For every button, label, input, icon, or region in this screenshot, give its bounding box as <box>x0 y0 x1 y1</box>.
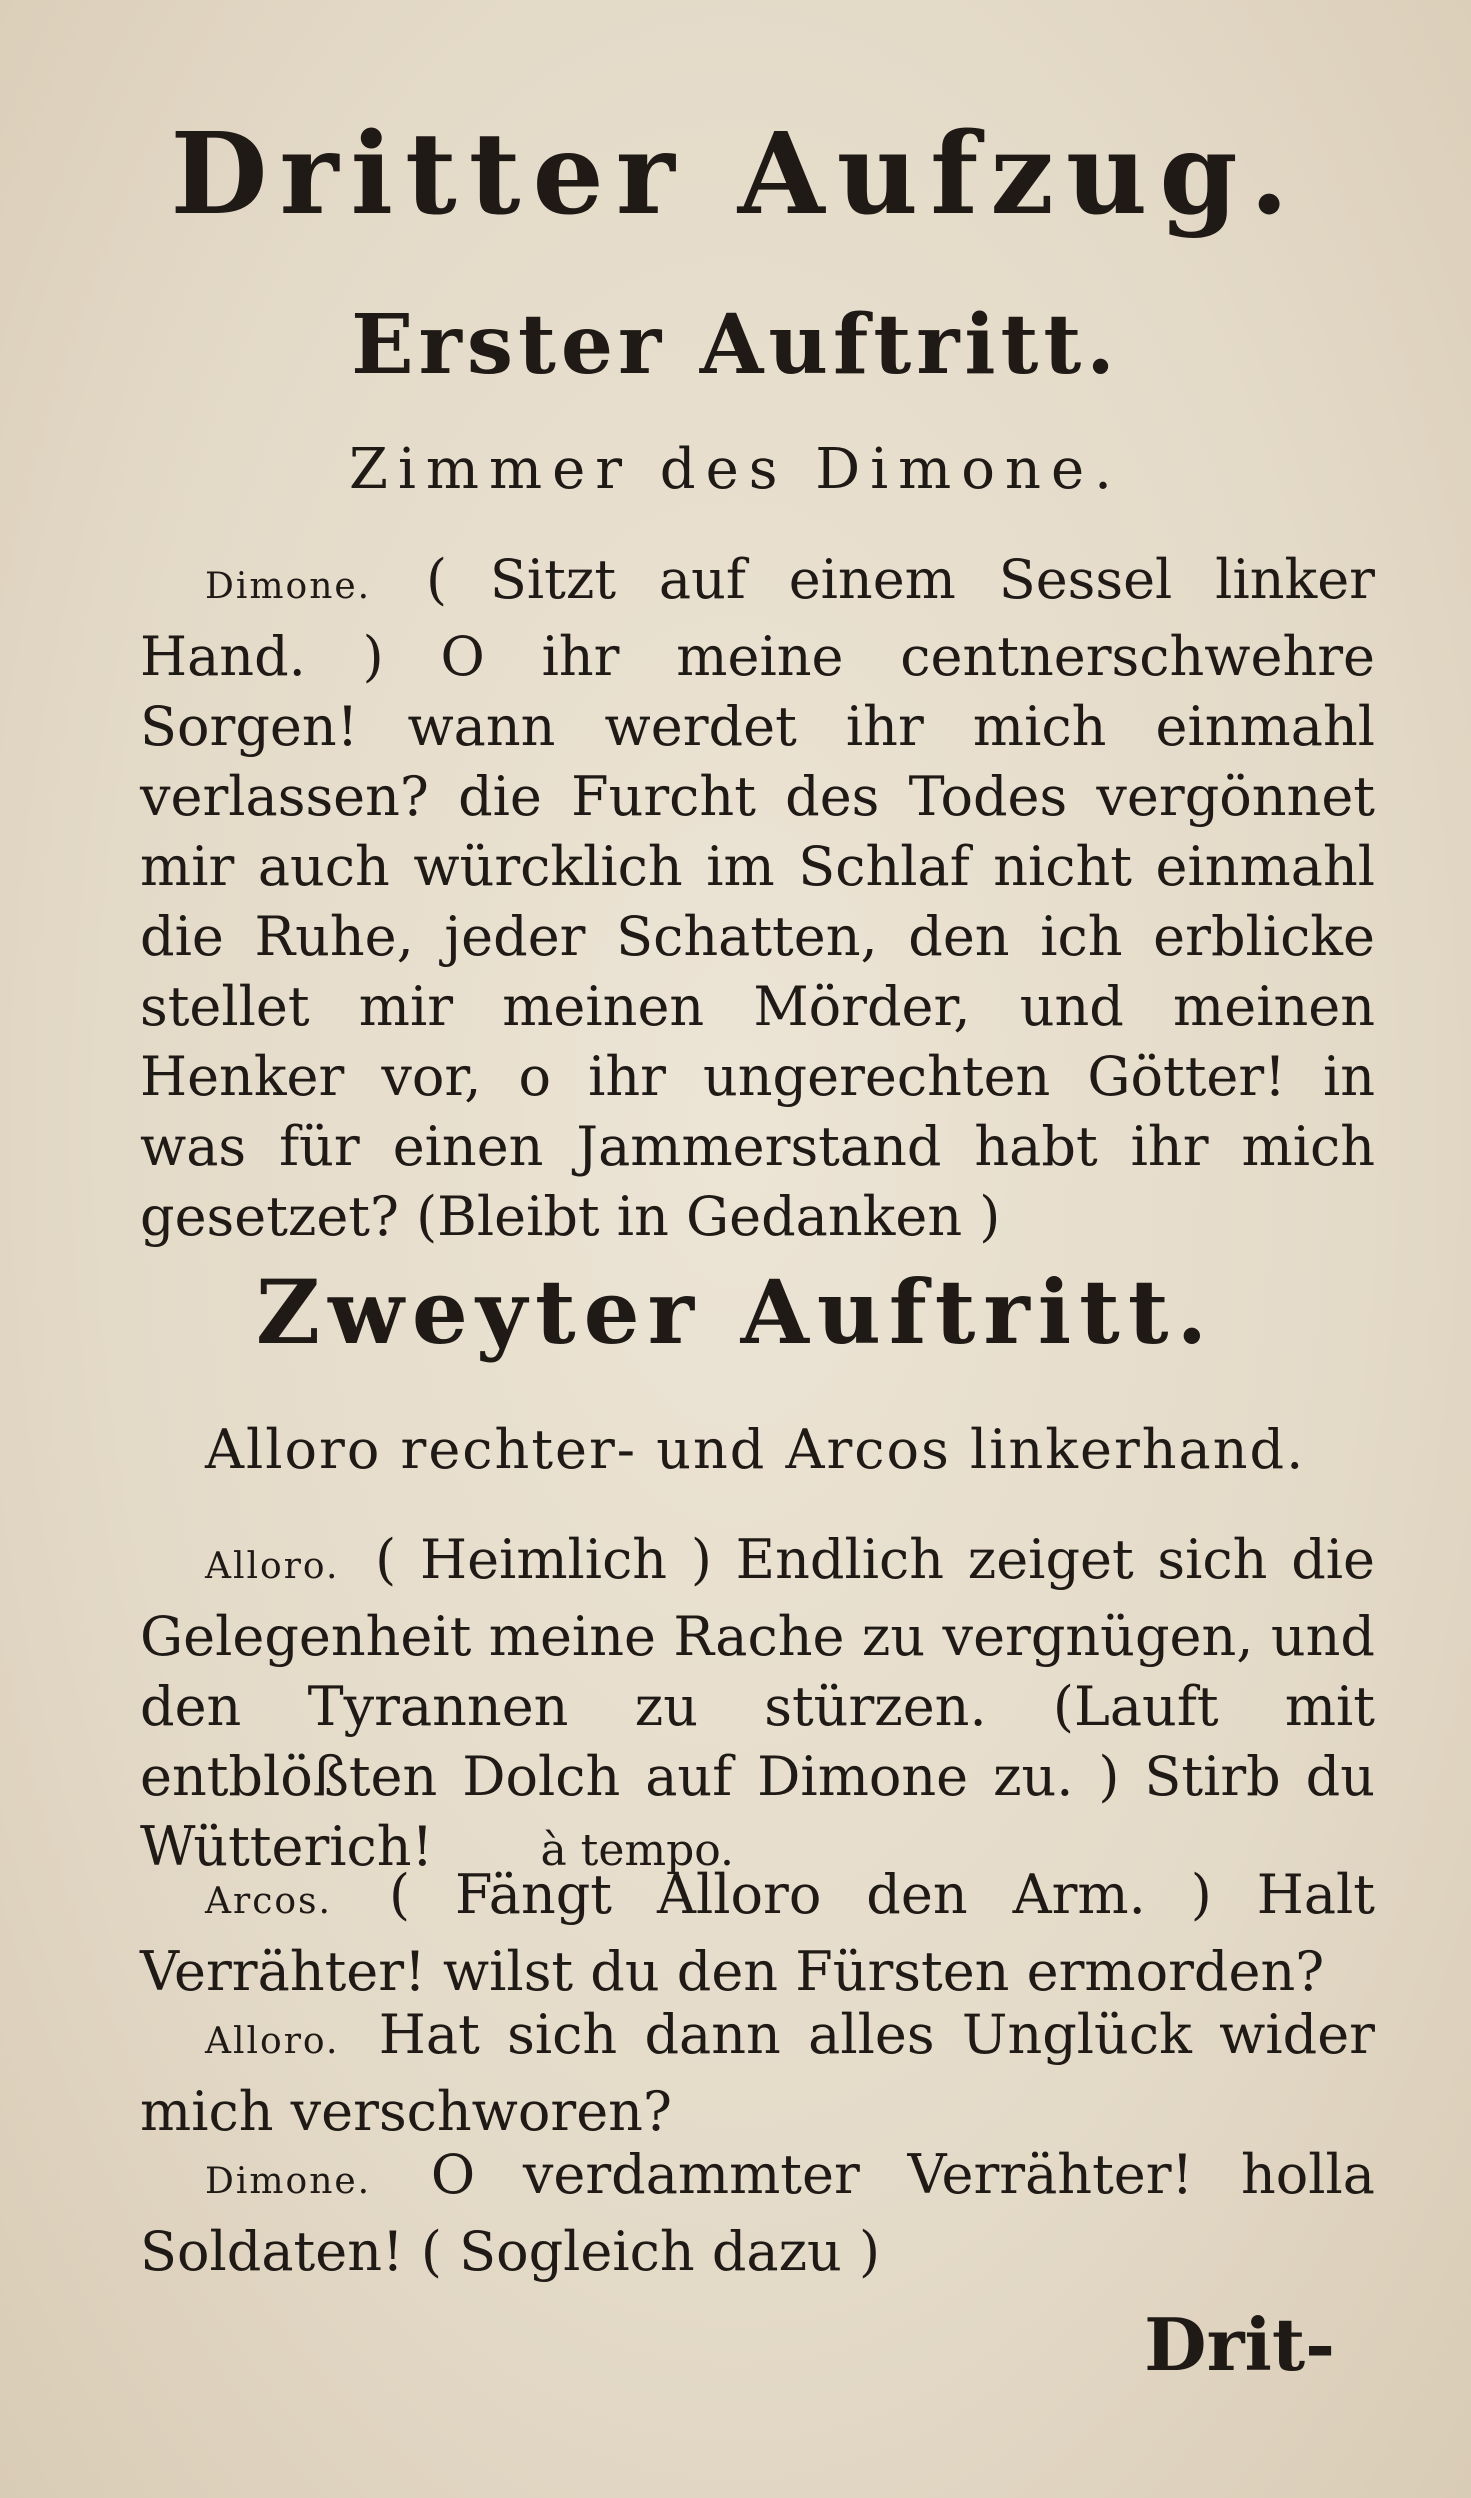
speech-text: ( Sitzt auf einem Sessel linker Hand. ) O ihr meine centnerschwehre Sorgen! wann werdet ihr mich einmahl verlassen? die Furcht des Todes vergönnet mir auch würcklich im Schlaf nicht einmahl die Ruhe, jeder Schatten, den ich erblicke stellet mir meinen Mörder, und meinen Henker vor, o ihr ungerechten Götter! in was für einen Jammerstand habt ihr mich gesetzet? (Bleibt in Gedanken ) <box>140 548 1375 1248</box>
speech-alloro-2 <box>140 2000 1375 2147</box>
speaker-label: Alloro. <box>205 1546 340 1587</box>
speaker-label: Alloro. <box>205 2021 340 2062</box>
speaker-label: Dimone. <box>205 566 372 607</box>
scene-title-2: Zweyter Auftritt. <box>255 1260 1216 1364</box>
scene-setting: Zimmer des Dimone. <box>349 437 1122 502</box>
scene-title-1: Erster Auftritt. <box>351 297 1120 393</box>
stage-direction: Alloro rechter- und Arcos linkerhand. <box>205 1418 1306 1481</box>
speech-alloro-1 <box>140 1525 1375 1886</box>
speech-dimone-2 <box>140 2140 1375 2287</box>
tempo-marking: à tempo. <box>540 1825 734 1876</box>
speaker-label: Arcos. <box>205 1881 332 1922</box>
speech-arcos-1 <box>140 1860 1375 2007</box>
act-title: Dritter Aufzug. <box>170 109 1301 240</box>
catchword: Drit- <box>1144 2302 1335 2387</box>
speech-text: Hat sich dann alles Unglück wider mich verschworen? <box>140 2003 1375 2143</box>
speech-text: ( Heimlich ) Endlich zeiget sich die Gelegenheit meine Rache zu vergnügen, und den Tyrannen zu stürzen. (Lauft mit entblößten Dolch auf Dimone zu. ) Stirb du Wütterich! <box>140 1528 1375 1878</box>
speaker-label: Dimone. <box>205 2161 372 2202</box>
speech-text: ( Fängt Alloro den Arm. ) Halt Verrähter! wilst du den Fürsten ermorden? <box>140 1863 1375 2003</box>
speech-dimone-1 <box>140 545 1375 1252</box>
speech-text: O verdammter Verrähter! holla Soldaten! ( Sogleich dazu ) <box>140 2143 1376 2283</box>
